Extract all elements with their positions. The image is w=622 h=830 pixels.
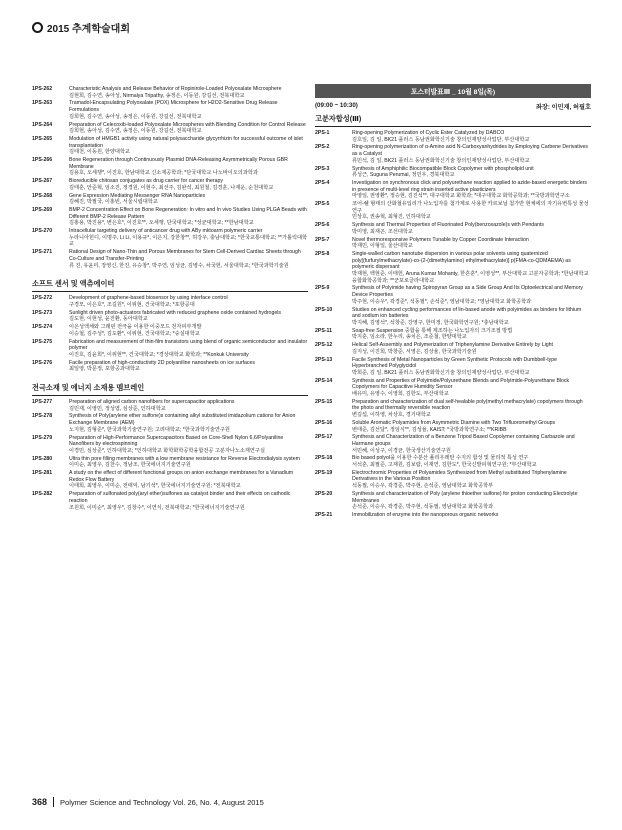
entry-authors: 구경모, 이은호*, 조길원*, 이위현, 건국대학교; *포항공대 — [69, 301, 195, 308]
entry-title: Bone Regeneration through Continuously Plasmid DNA-Releasing Asymmetrically Porous GBR Membrane — [69, 157, 288, 170]
abstract-entry — [315, 251, 591, 285]
entry-authors: 류민석, 김 일, BK21 플러스 동남권화학신기술 창의인재양성사업단, 부산대학교 — [352, 157, 530, 164]
entry-title: Synthesis and Characterization of a Benzene Tripod Based Copolymer containing Carbazole and Harmane groups — [352, 434, 575, 447]
entry-body — [352, 420, 591, 433]
entry-body — [69, 207, 308, 227]
entry-code: 2PS-13 — [315, 356, 333, 363]
entry-authors: 김민재, 이영민, 정성엽, 심상준, 인하대학교 — [69, 405, 166, 412]
entry-code: 1PS-274 — [32, 324, 53, 331]
entry-body — [69, 399, 308, 412]
entry-code: 2PS-9 — [315, 285, 330, 292]
abstract-entry — [315, 420, 591, 433]
entry-authors: 이진호, 김윤희*, 이위현**, 건국대학교; *경상대학교 화학과; **Konkuk University — [69, 351, 249, 358]
entry-code: 2PS-17 — [315, 434, 333, 441]
entry-code: 1PS-279 — [32, 434, 53, 441]
entry-body — [352, 237, 591, 250]
entry-list-sensors — [32, 295, 308, 373]
entry-authors: 노지현, 김형준*, 한국과학기술연구원; 고려대학교; *한국과학기술연구원 — [69, 426, 230, 433]
entry-body — [69, 136, 308, 156]
entry-authors: 민상호, 권송혁, 최형진, 인하대학교 — [352, 214, 431, 221]
entry-code: 2PS-12 — [315, 342, 333, 349]
page-header — [32, 20, 130, 35]
entry-title: Immobilization of enzyme into the nanoporous organic networks — [352, 511, 499, 518]
entry-body — [69, 228, 308, 248]
entry-title: Synthesis and Thermal Properties of Fluorinated Poly(benzoxazole)s with Pendants — [352, 222, 544, 229]
entry-body — [69, 157, 308, 177]
abstract-entry — [32, 435, 308, 455]
entry-code: 2PS-5 — [315, 201, 330, 208]
abstract-entry — [315, 201, 591, 221]
entry-authors: 서민혜, 이성구, 이경균, 한국생산기술연구원 — [352, 447, 451, 454]
abstract-entry — [315, 180, 591, 200]
entry-body — [69, 456, 308, 469]
entry-title: Synthesis and characterization of Poly (arylene thioether sulfone) for proton conducting Electrolyte Membranes — [352, 490, 578, 504]
entry-authors: 김태훈, 안준혁, 임소진, 정경원, 이현수, 최선주, 김완석, 최원철, 김경훈, 나재운, 순천대학교 — [69, 184, 274, 191]
entry-title: Soap-free Suspension 중합을 통해 제조하는 나노입자의 크기조절 방법 — [352, 327, 513, 334]
entry-title: Preparation of High-Performance Supercapacitors Based on Core-Shell Nylon 6,6/Polyaniline Nanofibers by electrospinning — [69, 434, 284, 448]
entry-authors: 김용호, 오세행*, 이진호, 한남대학교 신소재공학과; *단국대학교 나노바이오의과학과 — [69, 170, 258, 177]
entry-code: 1PS-282 — [32, 491, 53, 498]
abstract-entry — [315, 285, 591, 305]
entry-title: Investigation on synchronous click and polyurethane reaction applied to azide-based energetic binders in presence of multi-level ring strain inserted active plasticizers — [352, 179, 588, 193]
entry-code: 2PS-1 — [315, 130, 330, 136]
entry-title: Ultra thin pore filling membranes with a low membrane resistance for Reverse Electrodialysis system — [69, 455, 300, 462]
entry-title: Rational Design of Nano-Thin and Porous Membranes for Stem Cell-Derived Cardiac Sheets through Co-Culture and Transfer-Printing — [69, 249, 301, 262]
entry-title: Single-walled carbon nanotube dispersion in various polar solvents using quaternized poly[(furfurylmethacrylate)-co-(2-(dimethylamino) ethylmethacrylate)] p(FMA-co-QDMAEMA) as polymeric dispersant — [352, 250, 571, 271]
section-heading-sensors: 소프트 센서 및 액츄에이터 — [32, 279, 308, 292]
entry-title: Gene Expression Mediating Messenger RNA Nanoparticles — [69, 192, 206, 199]
entry-authors: 이태희, 최영우, 이미순, 전태익, 남기석*, 한국에너지기술연구원; *전북대학교 — [69, 483, 241, 490]
left-column — [32, 86, 308, 512]
footer-divider — [53, 797, 54, 807]
entry-title: Intracellular targeting delivery of anticancer drug with ABy mktoarm polymeric carrier — [69, 228, 263, 235]
page-number: 368 — [32, 797, 48, 807]
entry-authors: 조원희, 이미순*, 최영우*, 김창수*, 이연식, 전북대학교; *한국에너지기술연구원 — [69, 504, 245, 511]
entry-body — [69, 193, 308, 206]
section-heading-synthesis: 고분자합성(Ⅲ) — [315, 114, 591, 127]
entry-code: 1PS-268 — [32, 192, 53, 199]
abstract-entry — [32, 122, 308, 135]
entry-title: Tramadol-Encapsulating Polyoxalate (POX) Microsphere for H2O2-Sensitive Drug Release Formulations — [69, 100, 278, 114]
entry-body — [69, 178, 308, 191]
abstract-entry — [32, 295, 308, 308]
entry-authors: 변길섭, 이하영, 차상호, 경기대학교 — [352, 412, 431, 419]
abstract-entry — [32, 491, 308, 511]
entry-title: Synthesis and Properties of Polyimide/Polyurethane Blends and Polyimide-Polyurethane Block Copolymers for Capacitive Humidity Sensor — [352, 377, 570, 391]
poster-session-bar: 포스터발표Ⅲ _ 10월 8일(목) — [315, 84, 591, 98]
entry-title: Studies on enhanced cycling performances of lin-based anode with polyimides as binders for lithium and sodium ion batteries — [352, 306, 582, 320]
entry-code: 2PS-15 — [315, 398, 333, 405]
entry-authors: 김지성, 이진희, 박창준, 서영은, 김상율, 한국과학기술원 — [352, 348, 477, 355]
abstract-entry — [315, 342, 591, 355]
abstract-entry — [315, 328, 591, 341]
entry-code: 1PS-278 — [32, 413, 53, 420]
entry-body — [352, 251, 591, 285]
entry-body — [352, 144, 591, 164]
abstract-entry — [32, 207, 308, 227]
entry-body — [352, 180, 591, 200]
entry-body — [69, 491, 308, 511]
abstract-entry — [32, 136, 308, 156]
entry-body — [69, 360, 308, 373]
entry-title: Helical Self-Assembly and Polymerization of Triphenylamine Derivative Entirely by Light — [352, 342, 553, 349]
abstract-entry — [315, 130, 591, 143]
entry-title: 코어-쉘 형태의 산화철유입리가 나노입자를 첨가제로 사용한 카르보닐 첨가반 현체에의 자기유변특성 물성 연구 — [352, 201, 589, 214]
entry-body — [69, 295, 308, 308]
entry-code: 1PS-277 — [32, 399, 53, 406]
entry-title: A study on the effect of different functional groups on anion exchange membranes for a Vanadium Redox Flow Battery — [69, 470, 294, 483]
entry-title: Synthesis of Amphiphilic Biocompatible Block Copolymer with phospholipid unit — [352, 165, 534, 172]
entry-title: Bio based polyol을 이용한 수분산 폴리우레탄 수지의 합성 및 물리적 특성 연구 — [352, 455, 529, 462]
entry-title: Facile Synthesis of Metal Nanoparticles by Green Synthetic Protocols with Dumbbell-type Hyperbranched Polyglycidol — [352, 356, 557, 370]
entry-title: Preparation of aligned carbon nanofibers for supercapacitor applications — [69, 399, 235, 406]
session-time: (09:00 ~ 10:30) — [315, 102, 358, 109]
entry-body — [352, 130, 591, 143]
entry-authors: 김홍용, 박진용*, 변은호*, 이진호**, 오세행, 단국대학교; *성균대학교; **한남대학교 — [69, 220, 254, 227]
entry-authors: 김호일, 김 일, BK21 플러스 동남권화학신기술 창의인재양성사업단, 부산대학교 — [352, 136, 530, 143]
journal-citation: Polymer Science and Technology Vol. 26, No. 4, August 2015 — [60, 797, 264, 807]
session-chairs: 좌장: 이민재, 허필호 — [535, 104, 591, 111]
entry-code: 1PS-270 — [32, 228, 53, 235]
entry-authors: 박재현, 백현준, 이태헌, Aruna Kumar Mohanty, 한흔훈*, 이영성**, 부산대학교 고분자공학과; *한남대학교 융합화학공학과; **군포로글라대학교 — [352, 271, 589, 284]
right-column — [315, 84, 591, 520]
entry-title: Bioreducible chitosan conjugates as drug carrier for cancer therapy — [69, 178, 223, 185]
entry-title: Development of graphene-based biosensor by using interface control — [69, 295, 228, 302]
entry-authors: 김희현, 김수연, 송아성, 송정은, 이동원, 강길선, 전북대학교 — [69, 113, 202, 120]
abstract-entry — [32, 470, 308, 490]
entry-authors: 이미순, 최영우, 김찬수, 정남조, 한국에너지기술연구원 — [69, 462, 191, 469]
entry-body — [69, 413, 308, 433]
entry-authors: 박지훈, 임소라, 한누리, 송치은, 조준철, 한양대학교 — [352, 334, 467, 341]
entry-body — [352, 201, 591, 221]
abstract-entry — [32, 339, 308, 359]
entry-body — [352, 328, 591, 341]
page-footer — [32, 797, 264, 807]
entry-code: 1PS-264 — [32, 121, 53, 128]
entry-title: Modulation of HMGB1 activity using natural polysaccharide glycyrrhizin for successful outcome of islet transplantation — [69, 135, 303, 149]
entry-authors: 배유미, 유영수, 이영희, 김한도, 부산대학교 — [352, 391, 449, 398]
entry-body — [69, 324, 308, 337]
abstract-entry — [32, 86, 308, 99]
entry-body — [352, 470, 591, 490]
entry-title: Synthesis of Poly(arylene ether sulfone)s containing alkyl substituted imidazolium cations for Anion Exchange Membrane (AEM) — [69, 413, 296, 427]
circle-icon — [32, 22, 43, 33]
entry-authors: 이승철, 김주성*, 김도환*, 이위현, 건국대학교; *숭실대학교 — [69, 330, 200, 337]
entry-code: 1PS-266 — [32, 157, 53, 164]
entry-body — [352, 307, 591, 327]
entry-authors: 석동필, 이승우, 곽경준, 박주현, 손석준, 영남대학교 화학공학부 — [352, 483, 494, 490]
entry-code: 1PS-276 — [32, 359, 53, 366]
entry-body — [352, 491, 591, 511]
entry-body — [352, 342, 591, 355]
entry-title: Ring-opening Polymerization of Cyclic Ester Catalyzed by DABCO — [352, 130, 505, 136]
entry-authors: 손석준, 이승우, 곽경준, 박주현, 석동필, 영남대학교 화학공학과 — [352, 504, 494, 511]
entry-authors: 김희현, 송아성, 김수연, 송정은, 이동원, 강길선, 전북대학교 — [69, 128, 202, 135]
abstract-entry — [315, 237, 591, 250]
abstract-entry — [32, 360, 308, 373]
abstract-entry — [315, 166, 591, 179]
entry-code: 2PS-3 — [315, 165, 330, 172]
abstract-entry — [32, 228, 308, 248]
entry-authors: 박미영, 최재곤, 조선대학교 — [352, 228, 413, 235]
abstract-entry — [315, 357, 591, 377]
entry-authors: 박주현, 이승우*, 곽경준*, 석동필*, 손석준*, 영남대학교; *영남대학교 화학공학과 — [352, 298, 532, 305]
abstract-entry — [32, 324, 308, 337]
entry-body — [352, 357, 591, 377]
entry-authors: 김도현, 이현성, 윤진환, 동아대학교 — [69, 316, 148, 323]
entry-title: Ring-opening polymerization of α-Amino acid N-Carboxyanhydrides by Employing Carbene Derivatives as a Catalyst — [352, 144, 588, 158]
entry-body — [69, 249, 308, 269]
entry-code: 2PS-2 — [315, 144, 330, 151]
entry-code: 1PS-275 — [32, 338, 53, 345]
abstract-entry — [315, 470, 591, 490]
abstract-entry — [32, 310, 308, 323]
entry-code: 1PS-272 — [32, 295, 53, 302]
entry-code: 2PS-14 — [315, 377, 333, 384]
header-title: 2015 추계학술대회 — [47, 24, 130, 35]
abstract-entry — [315, 434, 591, 454]
entry-body — [352, 285, 591, 305]
entry-code: 2PS-21 — [315, 511, 333, 518]
entry-body — [352, 166, 591, 179]
abstract-entry — [315, 307, 591, 327]
entry-body — [69, 339, 308, 359]
entry-code: 2PS-11 — [315, 327, 333, 334]
entry-title: BMP-2 Concentration Effect on Bone Regeneration: In vitro and In vivo Studies Using PLGA Beads with Different BMP-2 Release Pattern — [69, 206, 307, 220]
abstract-entry — [32, 399, 308, 412]
abstract-entry — [315, 222, 591, 235]
entry-code: 2PS-10 — [315, 306, 333, 313]
entry-code: 2PS-4 — [315, 179, 330, 186]
entry-authors: 변태준, 김선달*, 정임식**, 김성율, KAIST; *국방과학연구소; **KRIBB — [352, 426, 507, 433]
entry-authors: 마영일, 권영환*, 정승현, 김진석**, 대구대학교 화학과; *대구대학교 화학공학과; **국방과학연구소 — [352, 193, 570, 200]
entry-authors: 박희준, 김 일, BK21 플러스 동남권화학신기술 창의인재양성사업단, 부산대학교 — [352, 369, 530, 376]
abstract-entry — [315, 512, 591, 519]
entry-authors: 김혜진, 박필국, 이홍빈, 서울시립대학교 — [69, 199, 158, 206]
entry-title: Sunlight driven photo-actuators fabricated with reduced graphene oxide contained hydrogels — [69, 309, 281, 316]
entry-authors: 류 진, 유윤미, 장영신, 한진, 유승창*, 박주연, 임성균, 김병수, 차국헌, 서울대학교; *한국과학기술원 — [69, 262, 289, 269]
entry-title: Characteristic Analysis and Release Behavior of Ropinirole-Loaded Polyoxalate Microsphere — [69, 86, 282, 92]
entry-title: Soluble Aromatic Polyamides from Asymmetric Diamine with Two Trifluoromethyl Groups — [352, 419, 556, 426]
entry-title: Novel thermoresponsive Polymers Tunable by Copper Coordinate Interaction — [352, 236, 529, 243]
entry-code: 2PS-18 — [315, 455, 333, 462]
entry-authors: 누라니아힌디, 이명주, Li Li, 이용규*, 이은지, 강한창**, 허강우, 충남대학교; *한국교통대학교; **가톨릭대학교 — [69, 234, 307, 248]
entry-code: 2PS-16 — [315, 419, 333, 426]
entry-title: 이온성액체와 그래핀 전극을 이용한 이중모드 전자피부개발 — [69, 324, 202, 331]
abstract-entry — [32, 413, 308, 433]
entry-authors: 박지혜, 김영석*, 석창준, 강영구, 한미정, 한국화학연구원; *충남대학교 — [352, 319, 509, 326]
entry-body — [69, 435, 308, 455]
abstract-entry — [32, 157, 308, 177]
entry-authors: 최일영, 박문정, 포항공과대학교 — [69, 366, 140, 373]
entry-code: 1PS-281 — [32, 470, 53, 477]
entry-code: 1PS-269 — [32, 206, 53, 213]
abstract-entry — [32, 249, 308, 269]
entry-code: 2PS-7 — [315, 236, 330, 243]
entry-title: Preparation of Celecoxib-loaded Polyoxalate Microspheres with Blending Condition for Control Release — [69, 121, 306, 128]
entry-code: 1PS-271 — [32, 249, 53, 256]
entry-code: 1PS-267 — [32, 178, 53, 185]
entry-body — [69, 470, 308, 490]
entry-code: 2PS-19 — [315, 469, 333, 476]
entry-body — [352, 222, 591, 235]
entry-body — [69, 100, 308, 120]
entry-authors: 김현희, 김수연, 송아성, Nirmalya Tripathy, 송정은, 이동원, 강길선, 전북대학교 — [69, 92, 245, 99]
entry-authors: 류성근, Suguna Perumal, 정민우, 경북대학교 — [352, 172, 455, 179]
entry-title: Preparation of sulfonated poly(aryl ether)sulfones as catalyst binder and their effects on cathodic reaction — [69, 491, 291, 504]
entry-body — [69, 86, 308, 99]
entry-code: 2PS-8 — [315, 250, 330, 257]
entry-body — [352, 512, 591, 519]
entry-body — [69, 122, 308, 135]
session-info — [315, 102, 591, 111]
entry-authors: 서석훈, 최필준, 고재원, 김보람, 이재연, 김한도*, 한국신발피혁연구원; *부산대학교 — [352, 462, 537, 469]
entry-authors: 이경민, 심상준*, 인하대학교; *인하대학교 화학화학공학융합전공 고분자나노소재연구실 — [69, 447, 265, 454]
abstract-entry — [32, 100, 308, 120]
entry-code: 1PS-262 — [32, 86, 53, 92]
entry-list-biomaterials — [32, 86, 308, 269]
entry-body — [352, 455, 591, 468]
entry-code: 1PS-265 — [32, 135, 53, 142]
entry-body — [352, 378, 591, 398]
entry-code: 2PS-6 — [315, 222, 330, 229]
abstract-entry — [315, 491, 591, 511]
abstract-entry — [32, 456, 308, 469]
section-heading-membranes: 전극소재 및 에너지 소재용 멤브레인 — [32, 383, 308, 396]
entry-body — [352, 434, 591, 454]
entry-body — [69, 310, 308, 323]
abstract-entry — [32, 193, 308, 206]
abstract-entry — [315, 455, 591, 468]
abstract-entry — [32, 178, 308, 191]
entry-title: Synthesis of Polyimide having Spiropyran Group as a Side Group And Its Optoelectrical and Memory Device Properties — [352, 285, 583, 299]
abstract-entry — [315, 399, 591, 419]
entry-authors: 김태천, 이동원, 한양대학교 — [69, 149, 130, 156]
entry-code: 1PS-273 — [32, 309, 53, 316]
entry-list-synthesis — [315, 130, 591, 519]
entry-code: 1PS-280 — [32, 455, 53, 462]
entry-title: Preparation and characterization of dual self-healable poly(methyl methacrylate) copolymers through the photo and thermally reversible reaction — [352, 398, 583, 412]
entry-authors: 박재민, 이형일, 울산대학교 — [352, 243, 413, 250]
entry-list-membranes — [32, 399, 308, 511]
entry-code: 1PS-263 — [32, 100, 53, 107]
abstract-entry — [315, 144, 591, 164]
entry-body — [352, 399, 591, 419]
abstract-entry — [315, 378, 591, 398]
entry-code: 2PS-20 — [315, 490, 333, 497]
entry-title: Electrochromic Properties of Polyamides Synthesized from Methyl substituted Triphenylamine Derivatives in the Various Position — [352, 469, 567, 483]
entry-title: Facile preparation of high-conductivity 2D polyaniline nanosheets on ice surfaces — [69, 359, 255, 366]
entry-title: Fabrication and measurement of thin-film transistors using blend of organic semiconductor and insulator polymer — [69, 338, 308, 352]
